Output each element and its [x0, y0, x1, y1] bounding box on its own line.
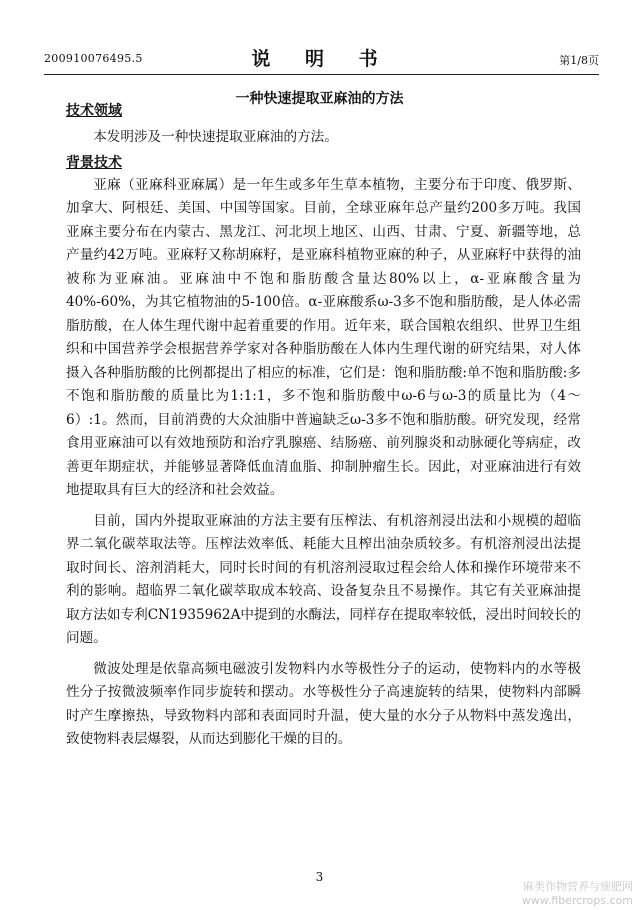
watermark-url: www.fibercrops.com: [521, 894, 633, 907]
field-paragraph: 本发明涉及一种快速提取亚麻油的方法。: [93, 129, 338, 145]
document-body: [66, 100, 581, 752]
application-number: 200910076495.5: [44, 52, 143, 65]
section-heading-field: 技术领域: [66, 103, 122, 119]
watermark-site-name: 麻类作物营养与施肥网: [523, 880, 633, 893]
invention-title: 一种快速提取亚麻油的方法: [235, 91, 404, 107]
site-watermark: [522, 880, 633, 908]
background-paragraph-1: 亚麻（亚麻科亚麻属）是一年生或多年生草本植物，主要分布于印度、俄罗斯、加拿大、阿根廷、美国、中国等国家。目前，全球亚麻年总产量约200多万吨。我国亚麻主要分布在内蒙古、黑龙江、河北坝上地区、山西、甘肃、宁夏、新疆等地，总产量约42万吨。亚麻籽又称胡麻籽，是亚麻科植物亚麻的种子，从亚麻籽中获得的油被称为亚麻油。亚麻油中不饱和脂肪酸含量达80%以上，α-亚麻酸含量为40%-60%，为其它植物油的5-100倍。α-亚麻酸系ω-3多不饱和脂肪酸，是人体必需脂肪酸，在人体生理代谢中起着重要的作用。近年来，联合国粮农组织、世界卫生组织和中国营养学会根据营养学家对各种脂肪酸在人体内生理代谢的研究结果，对人体摄入各种脂肪酸的比例都提出了相应的标准，它们是：饱和脂肪酸:单不饱和脂肪酸:多不饱和脂肪酸的质量比为1:1:1，多不饱和脂肪酸中ω-6与ω-3的质量比为（4～6）:1。然而，目前消费的大众油脂中普遍缺乏ω-3多不饱和脂肪酸。研究发现，经常食用亚麻油可以有效地预防和治疗乳腺癌、结肠癌、前列腺炎和动脉硬化等病症，改善更年期症状，并能够显著降低血清血脂、抑制肿瘤生长。因此，对亚麻油进行有效地提取具有巨大的经济和社会效益。: [66, 176, 581, 498]
background-paragraph-2: 目前，国内外提取亚麻油的方法主要有压榨法、有机溶剂浸出法和小规模的超临界二氧化碳萃取法等。压榨法效率低、耗能大且榨出油杂质较多。有机溶剂浸出法提取时间长、溶剂消耗大，同时长时间的有机溶剂浸取过程会给人体和操作环境带来不利的影响。超临界二氧化碳萃取成本较高、设备复杂且不易操作。其它有关亚麻油提取方法如专利CN1935962A中提到的水酶法，同样存在提取率较低，浸出时间较长的问题。: [66, 512, 581, 646]
page-header: [44, 44, 599, 70]
header-divider: [44, 74, 599, 75]
document-title: 说 明 书: [251, 48, 392, 70]
page-indicator: 第1/8页: [559, 54, 599, 67]
section-heading-background: 背景技术: [66, 154, 122, 171]
background-paragraph-3: 微波处理是依靠高频电磁波引发物料内水等极性分子的运动，使物料内的水等极性分子按微波频率作同步旋转和摆动。水等极性分子高速旋转的结果，使物料内部瞬时产生摩擦热，导致物料内部和表面同时升温，使大量的水分子从物料中蒸发逸出，致使物料表层爆裂，从而达到膨化干燥的目的。: [66, 660, 581, 747]
page-number: 3: [315, 870, 324, 884]
